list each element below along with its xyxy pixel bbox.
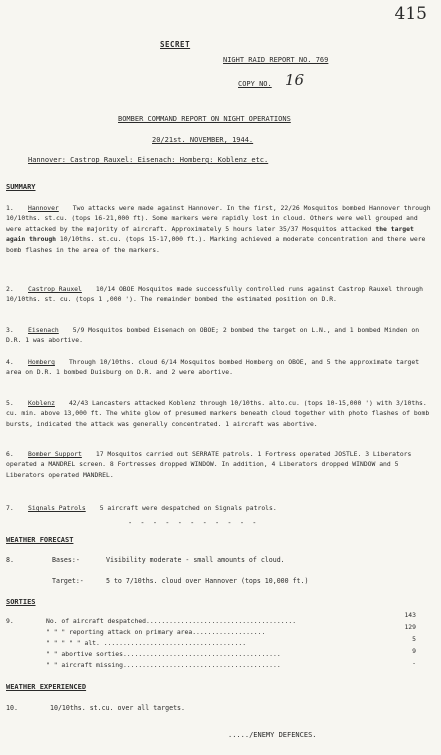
paragraph-number: 1. [6, 204, 14, 212]
paragraph-number: 4. [6, 358, 14, 366]
copy-number-handwritten: 16 [285, 71, 305, 89]
bases-label: Bases:- [52, 556, 80, 564]
paragraph-number: 6. [6, 450, 14, 458]
summary-paragraph [6, 284, 434, 305]
summary-paragraph [6, 325, 434, 346]
paragraph-bold-text: the target again through [6, 224, 414, 244]
bases-forecast: Visibility moderate - small amounts of cloud. [106, 556, 285, 564]
summary-paragraph [6, 503, 434, 513]
paragraph-name: Homberg [28, 358, 55, 366]
paragraph-text: 5/9 Mosquitos bombed Eisenach on OBOE; 2 bombed the target on L.N., and 1 bombed Minden on D.R. 1 was abortive. [6, 326, 420, 345]
weather-experienced-number: 10. [6, 704, 18, 712]
paragraph-text: Through 10/10ths. cloud 6/14 Mosquitos bombed Homberg on OBOE, and 5 the approximate target area on D.R. 1 bombed Duisburg on D.R. and 2 were abortive. [6, 358, 420, 377]
paragraph-number: 2. [6, 285, 14, 293]
paragraph-text: Two attacks were made against Hannover. In the first, 22/26 Mosquitos bombed Hannover through 10/10ths. st.cu. (tops 16-21,000 ft). Some markers were rapidly lost in cloud. Others were well grouped and were attacked by the majority of aircraft. Approximately 5 hours later 35/37 Mosquitos attacked [6, 204, 431, 233]
page-number: 415 [394, 4, 427, 24]
classification-label: SECRET [160, 40, 191, 49]
report-date: 20/21st. NOVEMBER, 1944. [152, 136, 254, 144]
weather-forecast-number: 8. [6, 556, 14, 564]
paragraph-text: 5 aircraft were despatched on Signals patrols. [99, 504, 277, 512]
sortie-value: 143 [404, 611, 416, 619]
section-divider: - - - - - - - - - - - [128, 519, 259, 527]
sortie-value: 129 [404, 623, 416, 631]
paragraph-name: Castrop Rauxel [28, 285, 82, 293]
sortie-value: - [412, 659, 416, 667]
paragraph-name: Signals Patrols [28, 504, 86, 512]
paragraph-number: 7. [6, 504, 14, 512]
weather-experienced-text: 10/10ths. st.cu. over all targets. [50, 704, 185, 712]
report-number: NIGHT RAID REPORT NO. 769 [223, 56, 329, 64]
paragraph-name: Koblenz [28, 399, 55, 407]
paragraph-text: 17 Mosquitos carried out SERRATE patrols. 1 Fortress operated JOSTLE. 3 Liberators operated a MANDREL screen. 8 Fortresses dropped WINDOW. In addition, 4 Liberators dropped WINDOW and 5 Liberators operated MANDREL. [6, 450, 412, 479]
copy-number-label: COPY NO. [238, 80, 272, 88]
sortie-label: " " abortive sorties......................................... [46, 650, 281, 658]
sortie-label: " " " reporting attack on primary area................... [46, 628, 266, 636]
summary-paragraph [6, 398, 434, 429]
targets-line: Hannover: Castrop Rauxel: Eisenach: Homberg: Koblenz etc. [28, 156, 269, 164]
sortie-label: " " " " " alt. ..................................... [46, 639, 247, 647]
paragraph-number: 5. [6, 399, 14, 407]
target-label: Target:- [52, 577, 84, 585]
paragraph-text: 10/14 OBOE Mosquitos made successfully controlled runs against Castrop Rauxel through 10/10ths. st. cu. (tops 1 ,000 '). The remainder bombed the estimated position on D.R. [6, 285, 423, 304]
summary-paragraph [6, 357, 434, 378]
sorties-heading: SORTIES [6, 598, 36, 606]
paragraph-number: 3. [6, 326, 14, 334]
paragraph-text-after: 10/10ths. st.cu. (tops 15-17,000 ft.). Marking achieved a moderate concentration and there were bomb flashes in the area of the markers. [6, 235, 426, 254]
paragraph-name: Eisenach [28, 326, 59, 334]
paragraph-name: Hannover [28, 204, 59, 212]
paragraph-name: Bomber Support [28, 450, 82, 458]
sortie-value: 9 [412, 647, 416, 655]
sorties-number: 9. [6, 617, 14, 625]
continuation-line: ...../ENEMY DEFENCES. [228, 731, 317, 739]
sortie-label: " " aircraft missing......................................... [46, 661, 281, 669]
target-forecast: 5 to 7/10ths. cloud over Hannover (tops 10,000 ft.) [106, 577, 309, 585]
sortie-value: 5 [412, 635, 416, 643]
summary-paragraph [6, 203, 434, 255]
weather-forecast-heading: WEATHER FORECAST [6, 536, 74, 544]
sortie-label: No. of aircraft despatched....................................... [46, 617, 297, 625]
paragraph-text: 42/43 Lancasters attacked Koblenz through 10/10ths. alto.cu. (tops 10-15,000 ') with 3/10ths. cu. min. above 13,000 ft. The white glow of presumed markers beneath cloud together with photo flashes of bomb bursts, indicated the attack was generally concentrated. 1 aircraft was abortive. [6, 399, 430, 428]
report-title: BOMBER COMMAND REPORT ON NIGHT OPERATIONS [118, 115, 291, 123]
summary-heading: SUMMARY [6, 183, 36, 191]
summary-paragraph [6, 449, 434, 480]
weather-experienced-heading: WEATHER EXPERIENCED [6, 683, 87, 691]
